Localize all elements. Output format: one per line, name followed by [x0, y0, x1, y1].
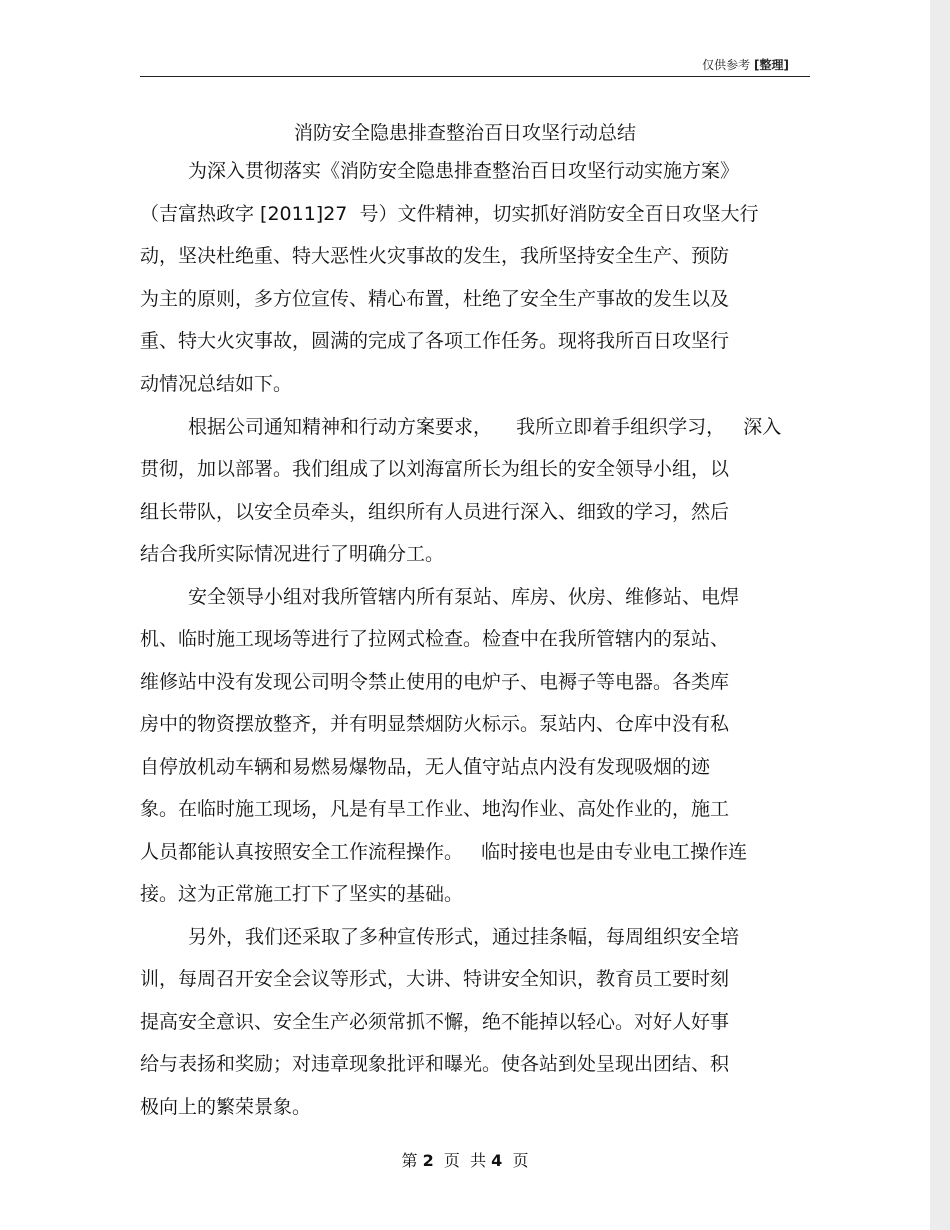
- text-line: 训，每周召开安全会议等形式，大讲、特讲安全知识，教育员工要时刻: [140, 968, 730, 990]
- header-tag: [整理]: [754, 58, 789, 72]
- text-line: 组长带队，以安全员牵头，组织所有人员进行深入、细致的学习，然后: [140, 501, 730, 523]
- viewer-margin: [930, 0, 950, 1230]
- text-line: 另外，我们还采取了多种宣传形式，通过挂条幅，每周组织安全培: [188, 926, 740, 948]
- text-line: 贯彻，加以部署。我们组成了以刘海富所长为组长的安全领导小组，以: [140, 458, 730, 480]
- text-line: 给与表扬和奖励；对违章现象批评和曝光。使各站到处呈现出团结、积: [140, 1053, 730, 1075]
- text-line: 重、特大火灾事故，圆满的完成了各项工作任务。现将我所百日攻坚行: [140, 330, 730, 352]
- page-header: [702, 56, 789, 73]
- text-line: 动情况总结如下。: [140, 373, 293, 395]
- text-line: 象。在临时施工现场，凡是有旱工作业、地沟作业、高处作业的，施工: [140, 798, 730, 820]
- footer-middle: 页 共: [433, 1151, 492, 1170]
- text-line: 机、临时施工现场等进行了拉网式检查。检查中在我所管辖内的泵站、: [140, 628, 730, 650]
- page-footer: [0, 1148, 930, 1171]
- text-line: 自停放机动车辆和易燃易爆物品，无人值守站点内没有发现吸烟的迹: [140, 756, 711, 778]
- text-line: 提高安全意识、安全生产必须常抓不懈，绝不能掉以轻心。对好人好事: [140, 1011, 730, 1033]
- text-line: 根据公司通知精神和行动方案要求， 我所立即着手组织学习， 深入: [188, 416, 782, 438]
- text-line: 动，坚决杜绝重、特大恶性火灾事故的发生，我所坚持安全生产、预防: [140, 245, 730, 267]
- text-line: 安全领导小组对我所管辖内所有泵站、库房、伙房、维修站、电焊: [188, 586, 740, 608]
- text-line: 为主的原则，多方位宣传、精心布置，杜绝了安全生产事故的发生以及: [140, 288, 730, 310]
- footer-total-pages: 4: [491, 1151, 503, 1170]
- header-text: 仅供参考: [702, 58, 751, 72]
- text-line: 为深入贯彻落实《消防安全隐患排查整治百日攻坚行动实施方案》: [188, 160, 740, 182]
- text-line: 极向上的繁荣景象。: [140, 1096, 312, 1118]
- text-line: 接。这为正常施工打下了坚实的基础。: [140, 883, 464, 905]
- footer-suffix: 页: [502, 1151, 529, 1170]
- footer-prefix: 第: [401, 1151, 423, 1170]
- text-line: 人员都能认真按照安全工作流程操作。 临时接电也是由专业电工操作连: [140, 841, 748, 863]
- document-title: 消防安全隐患排查整治百日攻坚行动总结: [293, 122, 636, 144]
- header-rule: [140, 76, 810, 77]
- text-line: 维修站中没有发现公司明令禁止使用的电炉子、电褥子等电器。各类库: [140, 671, 730, 693]
- text-line: （吉富热政字 [2011]27 号）文件精神，切实抓好消防安全百日攻坚大行: [140, 203, 759, 225]
- footer-page-number: 2: [422, 1151, 434, 1170]
- text-line: 房中的物资摆放整齐，并有明显禁烟防火标示。泵站内、仓库中没有私: [140, 713, 730, 735]
- text-line: 结合我所实际情况进行了明确分工。: [140, 543, 445, 565]
